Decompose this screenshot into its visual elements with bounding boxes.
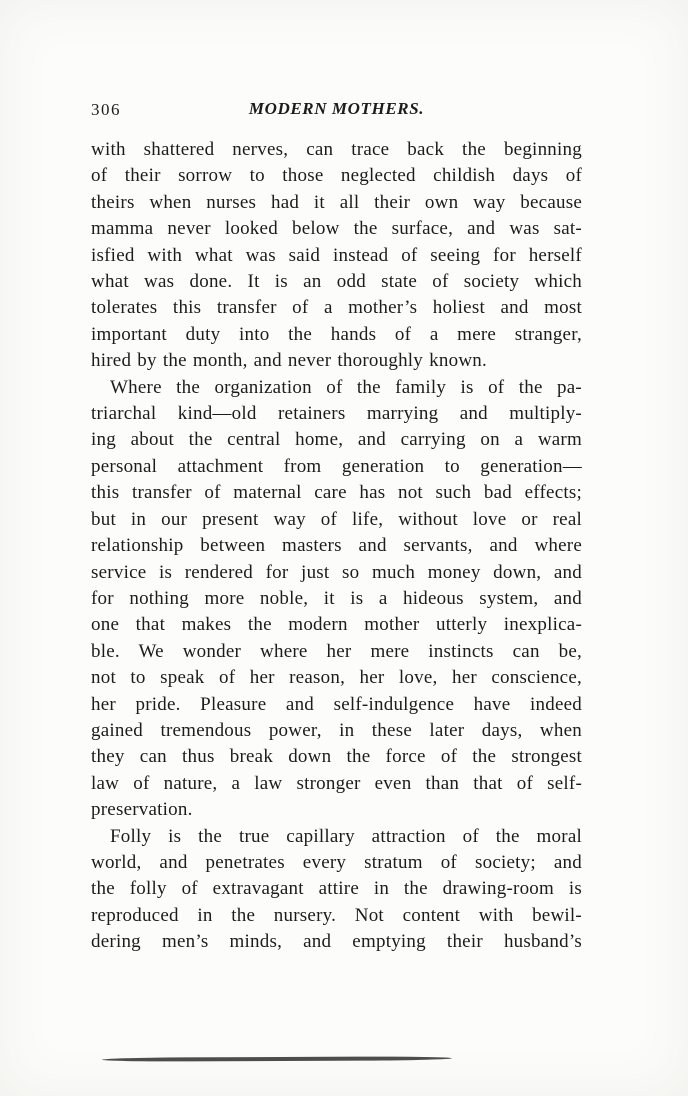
text-line: triarchal kind—old retainers marrying and multiply- xyxy=(91,403,582,425)
text-line: hired by the month, and never thoroughly known. xyxy=(91,350,487,372)
text-line: gained tremendous power, in these later days, when xyxy=(91,719,582,741)
text-line: relationship between masters and servants, and where xyxy=(91,535,582,557)
text-line: not to speak of her reason, her love, her conscience, xyxy=(91,667,582,689)
text-line: preservation. xyxy=(91,799,193,821)
text-line: ble. We wonder where her mere instincts can be, xyxy=(91,640,582,662)
text-line: isfied with what was said instead of seeing for herself xyxy=(91,244,582,266)
text-line: mamma never looked below the surface, and was sat- xyxy=(91,218,582,240)
text-line: Where the organization of the family is of the pa- xyxy=(110,376,582,398)
page-edge-artifact xyxy=(102,1056,452,1062)
paragraph xyxy=(91,824,582,956)
text-line: the folly of extravagant attire in the drawing-room is xyxy=(91,878,582,900)
text-line: important duty into the hands of a mere stranger, xyxy=(91,323,582,345)
text-line: they can thus break down the force of the strongest xyxy=(91,746,582,768)
text-line: her pride. Pleasure and self-indulgence have indeed xyxy=(91,693,582,715)
text-line: of their sorrow to those neglected childish days of xyxy=(91,165,582,187)
text-line: what was done. It is an odd state of society which xyxy=(91,271,582,293)
text-line: one that makes the modern mother utterly inexplica- xyxy=(91,614,582,636)
text-line: but in our present way of life, without love or real xyxy=(91,508,582,530)
text-line: Folly is the true capillary attraction of the moral xyxy=(110,825,582,847)
text-line: ing about the central home, and carrying on a warm xyxy=(91,429,582,451)
text-line: dering men’s minds, and emptying their husband’s xyxy=(91,931,582,953)
text-line: service is rendered for just so much money down, and xyxy=(91,561,582,583)
text-line: personal attachment from generation to generation— xyxy=(91,455,582,477)
page-header xyxy=(91,99,582,123)
paragraph xyxy=(91,375,582,824)
text-line: tolerates this transfer of a mother’s holiest and most xyxy=(91,297,582,319)
text-line: with shattered nerves, can trace back the beginning xyxy=(91,139,582,160)
text-line: law of nature, a law stronger even than that of self- xyxy=(91,772,582,794)
page-number: 306 xyxy=(91,100,121,119)
text-line: reproduced in the nursery. Not content with bewil- xyxy=(91,904,582,926)
page-body xyxy=(91,137,582,956)
paragraph xyxy=(91,137,582,375)
running-head: MODERN MOTHERS. xyxy=(248,99,425,118)
text-line: this transfer of maternal care has not such bad effects; xyxy=(91,482,582,504)
text-line: world, and penetrates every stratum of society; and xyxy=(91,851,582,873)
text-line: for nothing more noble, it is a hideous system, and xyxy=(91,587,582,609)
text-line: theirs when nurses had it all their own way because xyxy=(91,191,582,213)
